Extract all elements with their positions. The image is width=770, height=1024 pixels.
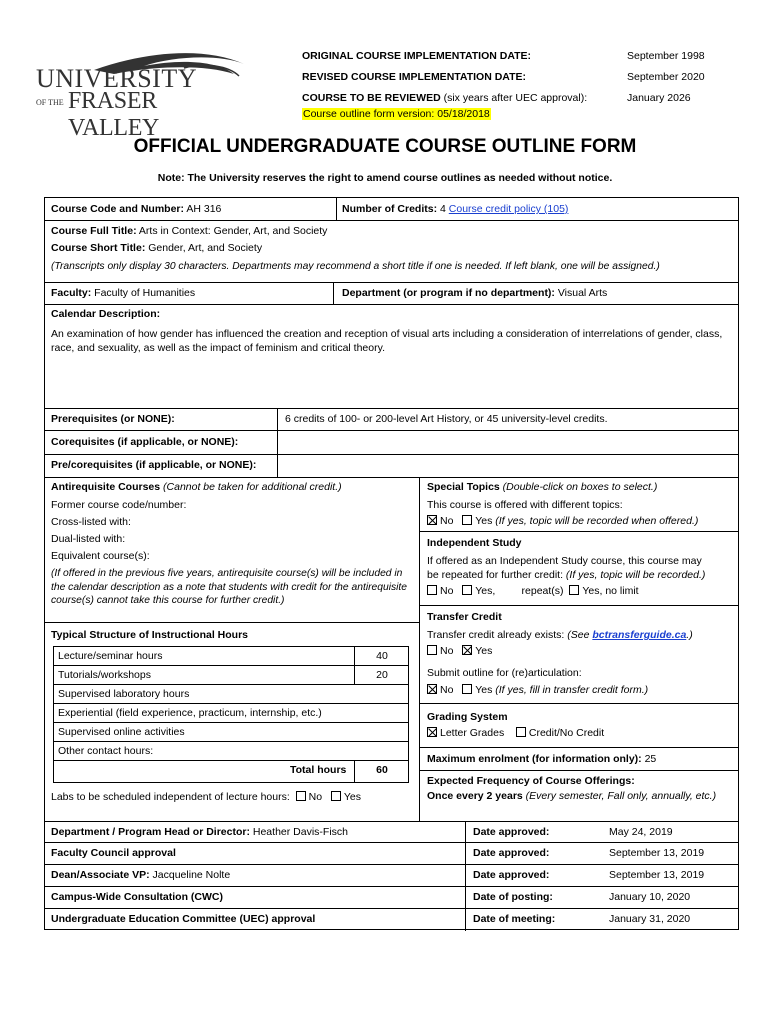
review-date-label: COURSE TO BE REVIEWED <box>302 92 441 104</box>
special-yes-note: (If yes, topic will be recorded when offered.) <box>492 515 699 527</box>
transfer-yes-label: Yes <box>475 645 493 657</box>
description-value: An examination of how gender has influenced the creation and reception of visual arts including a consideration of interrelations of gender, class, race, and sexuality, as well as the impact of feminism and critical theory. <box>51 328 723 354</box>
submit-yes-note: (If yes, fill in transfer credit form.) <box>492 684 649 696</box>
special-topics-text: This course is offered with different topics: <box>427 499 623 511</box>
form-version: Course outline form version: 05/18/2018 <box>303 108 490 120</box>
frequency-note: (Every semester, Fall only, annually, etc.) <box>522 790 717 802</box>
credits-value: 4 <box>437 203 449 215</box>
submit-yes-checkbox[interactable] <box>462 684 472 694</box>
page-note: Note: The University reserves the right to amend course outlines as needed without notice. <box>157 172 613 184</box>
prereq-label: Prerequisites (or NONE): <box>51 413 175 425</box>
former-code-label: Former course code/number: <box>51 499 187 511</box>
antireq-note: (If offered in the previous five years, antirequisite course(s) will be included in the calendar description as a note that students with credit for the antirequisite course(s) cannot take this course for further credit.) <box>51 568 408 606</box>
page-title: OFFICIAL UNDERGRADUATE COURSE OUTLINE FORM <box>133 136 637 157</box>
short-title-label: Course Short Title: <box>51 242 146 254</box>
enrolment-value: 25 <box>641 753 657 765</box>
independent-text2-note: (If yes, topic will be recorded.) <box>563 569 706 581</box>
independent-yes-checkbox[interactable] <box>462 585 472 595</box>
equivalent-label: Equivalent course(s): <box>51 550 150 562</box>
approval-date-label: Date approved: <box>473 869 550 881</box>
course-code-value: AH 316 <box>184 203 222 215</box>
transfer-yes-checkbox[interactable] <box>462 645 472 655</box>
approval-label: Campus-Wide Consultation (CWC) <box>51 891 223 903</box>
independent-text1: If offered as an Independent Study course, this course may <box>427 555 702 567</box>
independent-no-limit-label: Yes, no limit <box>582 585 639 597</box>
submit-yes-label: Yes <box>475 684 493 696</box>
independent-yes-label: Yes, <box>475 585 496 597</box>
enrolment-label: Maximum enrolment (for information only): <box>427 753 642 765</box>
logo-of-the: OF THE <box>36 98 64 107</box>
credits-label: Number of Credits: <box>342 203 438 215</box>
transfer-no-label: No <box>440 645 454 657</box>
labs-yes-label: Yes <box>343 791 361 803</box>
hours-row: Supervised online activities <box>54 723 408 742</box>
bctransferguide-link[interactable]: bctransferguide.ca <box>592 629 687 641</box>
hours-table <box>53 646 409 783</box>
transfer-see-end: .) <box>686 629 693 641</box>
description-label: Calendar Description: <box>51 308 161 320</box>
faculty-value: Faculty of Humanities <box>91 287 196 299</box>
approval-label: Undergraduate Education Committee (UEC) approval <box>51 913 316 925</box>
approval-date: May 24, 2019 <box>609 826 673 838</box>
review-date-row <box>302 92 732 108</box>
credit-no-credit-label: Credit/No Credit <box>528 727 605 739</box>
transfer-no-checkbox[interactable] <box>427 645 437 655</box>
hours-row: Supervised laboratory hours <box>54 685 408 704</box>
precoreq-label: Pre/corequisites (if applicable, or NONE): <box>51 459 257 471</box>
labs-yes-checkbox[interactable] <box>331 791 341 801</box>
credit-policy-link[interactable]: Course credit policy (105) <box>448 203 569 215</box>
original-date-row <box>302 50 732 66</box>
letter-grades-checkbox[interactable] <box>427 727 437 737</box>
independent-repeat-label: repeat(s) <box>521 585 564 597</box>
labs-no-label: No <box>308 791 323 803</box>
independent-no-label: No <box>440 585 454 597</box>
transfer-see: (See <box>564 629 593 641</box>
independent-no-checkbox[interactable] <box>427 585 437 595</box>
letter-grades-label: Letter Grades <box>440 727 505 739</box>
transfer-exists-label: Transfer credit already exists: <box>427 629 565 641</box>
hours-row: Lecture/seminar hours 40 <box>54 647 408 666</box>
original-date-label: ORIGINAL COURSE IMPLEMENTATION DATE: <box>302 50 532 62</box>
transfer-label: Transfer Credit <box>427 611 502 623</box>
revised-date-row <box>302 71 732 87</box>
logo-university: UNIVERSITY <box>36 64 197 93</box>
approval-date-label: Date of posting: <box>473 891 553 903</box>
labs-label: Labs to be scheduled independent of lecture hours: <box>51 791 290 803</box>
course-code-label: Course Code and Number: <box>51 203 185 215</box>
special-topics-label: Special Topics <box>427 481 500 493</box>
coreq-label: Corequisites (if applicable, or NONE): <box>51 436 239 448</box>
approval-date: September 13, 2019 <box>609 869 705 881</box>
faculty-label: Faculty: <box>51 287 92 299</box>
full-title-label: Course Full Title: <box>51 225 137 237</box>
hours-row: Tutorials/workshops 20 <box>54 666 408 685</box>
university-logo <box>34 44 250 141</box>
approval-date-label: Date of meeting: <box>473 913 556 925</box>
approval-date-label: Date approved: <box>473 826 550 838</box>
special-no-label: No <box>440 515 454 527</box>
special-yes-checkbox[interactable] <box>462 515 472 525</box>
submit-outline-label: Submit outline for (re)articulation: <box>427 667 582 679</box>
hours-row: Experiential (field experience, practicum, internship, etc.) <box>54 704 408 723</box>
transcript-note: (Transcripts only display 30 characters. Departments may recommend a short title if one is needed. If left blank, one will be assigned.) <box>51 261 660 272</box>
special-no-checkbox[interactable] <box>427 515 437 525</box>
revised-date-label: REVISED COURSE IMPLEMENTATION DATE: <box>302 71 527 83</box>
prereq-value: 6 credits of 100- or 200-level Art History, or 45 university-level credits. <box>285 413 608 425</box>
labs-no-checkbox[interactable] <box>296 791 306 801</box>
course-outline-form <box>44 197 739 930</box>
department-label: Department (or program if no department): <box>342 287 555 299</box>
approval-date: September 13, 2019 <box>609 847 705 859</box>
cross-listed-label: Cross-listed with: <box>51 516 131 528</box>
approval-label: Faculty Council approval <box>51 847 176 859</box>
antireq-label: Antirequisite Courses <box>51 481 161 493</box>
hours-total-row: Total hours 60 <box>54 761 408 782</box>
approval-date: January 31, 2020 <box>609 913 691 925</box>
logo-fraser-valley: FRASER VALLEY <box>68 88 160 141</box>
independent-label: Independent Study <box>427 537 522 549</box>
full-title-value: Arts in Context: Gender, Art, and Society <box>136 225 328 237</box>
frequency-label: Expected Frequency of Course Offerings: <box>427 775 635 787</box>
approval-name: Heather Davis-Fisch <box>249 826 348 838</box>
frequency-value: Once every 2 years <box>427 790 523 802</box>
approval-label: Department / Program Head or Director: <box>51 826 250 838</box>
independent-text2: be repeated for further credit: <box>427 569 563 581</box>
submit-no-label: No <box>440 684 454 696</box>
approval-name: Jacqueline Nolte <box>149 869 231 881</box>
hours-row: Other contact hours: <box>54 742 408 761</box>
independent-no-limit-checkbox[interactable] <box>569 585 579 595</box>
dual-listed-label: Dual-listed with: <box>51 533 126 545</box>
approval-label: Dean/Associate VP: <box>51 869 150 881</box>
special-topics-note: (Double-click on boxes to select.) <box>499 481 658 493</box>
approval-date: January 10, 2020 <box>609 891 691 903</box>
hours-label: Typical Structure of Instructional Hours <box>51 629 248 641</box>
credit-no-credit-checkbox[interactable] <box>516 727 526 737</box>
grading-label: Grading System <box>427 711 508 723</box>
revised-date-value: September 2020 <box>627 71 705 83</box>
original-date-value: September 1998 <box>627 50 705 62</box>
antireq-label-note: (Cannot be taken for additional credit.) <box>160 481 342 493</box>
special-yes-label: Yes <box>475 515 493 527</box>
department-value: Visual Arts <box>554 287 608 299</box>
review-date-value: January 2026 <box>627 92 691 104</box>
short-title-value: Gender, Art, and Society <box>145 242 263 254</box>
review-date-suffix: (six years after UEC approval): <box>440 92 588 104</box>
submit-no-checkbox[interactable] <box>427 684 437 694</box>
approval-date-label: Date approved: <box>473 847 550 859</box>
